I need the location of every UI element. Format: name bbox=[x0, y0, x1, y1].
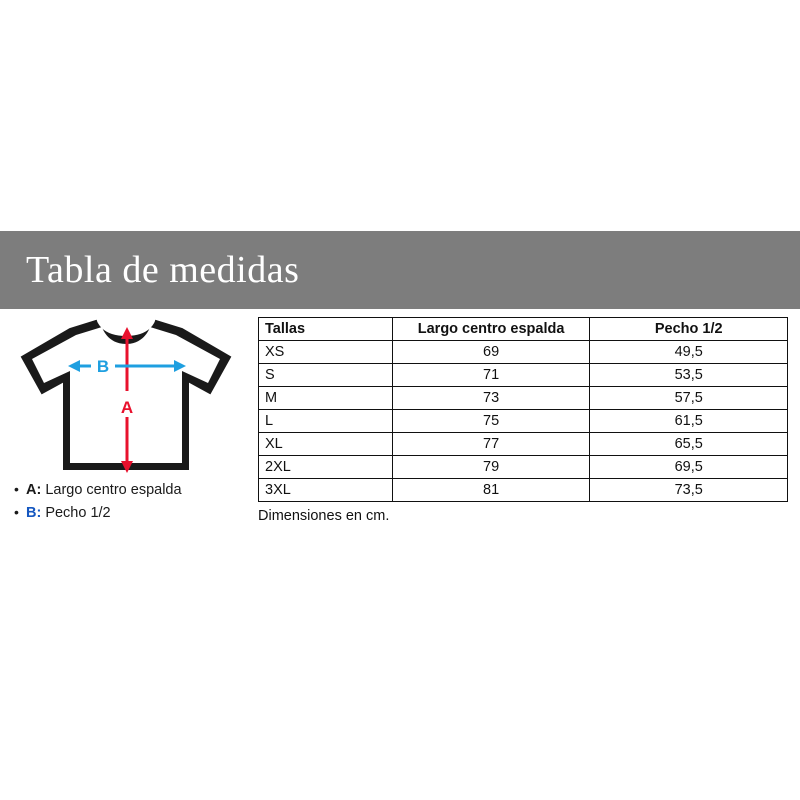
tshirt-icon bbox=[8, 313, 244, 481]
cell-chest: 69,5 bbox=[590, 456, 788, 479]
cell-length: 77 bbox=[392, 433, 590, 456]
table-row bbox=[259, 364, 788, 387]
cell-size: S bbox=[259, 364, 393, 387]
table-row bbox=[259, 479, 788, 502]
legend-item-a bbox=[14, 481, 252, 499]
cell-size: M bbox=[259, 387, 393, 410]
cell-chest: 73,5 bbox=[590, 479, 788, 502]
cell-chest: 61,5 bbox=[590, 410, 788, 433]
size-chart-card bbox=[0, 231, 800, 569]
cell-size: 3XL bbox=[259, 479, 393, 502]
cell-chest: 53,5 bbox=[590, 364, 788, 387]
cell-chest: 57,5 bbox=[590, 387, 788, 410]
cell-size: L bbox=[259, 410, 393, 433]
table-row bbox=[259, 410, 788, 433]
cell-length: 75 bbox=[392, 410, 590, 433]
cell-length: 71 bbox=[392, 364, 590, 387]
diagram-label-a: A bbox=[120, 398, 134, 417]
cell-size: 2XL bbox=[259, 456, 393, 479]
legend bbox=[14, 481, 252, 527]
table-row bbox=[259, 341, 788, 364]
table-header-row bbox=[259, 318, 788, 341]
measurements-table-column bbox=[258, 317, 788, 524]
bullet-icon: • bbox=[14, 481, 19, 497]
legend-text-b: Pecho 1/2 bbox=[45, 505, 111, 522]
legend-text-a: Largo centro espalda bbox=[45, 482, 182, 498]
column-header-sizes: Tallas bbox=[259, 318, 393, 341]
cell-length: 79 bbox=[392, 456, 590, 479]
legend-key-b: B: bbox=[26, 505, 42, 522]
header-bar bbox=[0, 231, 800, 309]
table-row bbox=[259, 456, 788, 479]
legend-key-a: A: bbox=[26, 482, 42, 498]
cell-length: 81 bbox=[392, 479, 590, 502]
cell-length: 69 bbox=[392, 341, 590, 364]
legend-item-b bbox=[14, 504, 252, 522]
cell-chest: 49,5 bbox=[590, 341, 788, 364]
tshirt-diagram bbox=[8, 313, 244, 481]
diagram-column bbox=[0, 309, 252, 569]
table-row bbox=[259, 433, 788, 456]
table-note: Dimensiones en cm. bbox=[258, 508, 390, 524]
measurements-table bbox=[258, 317, 788, 502]
card-body bbox=[0, 309, 800, 569]
bullet-icon: • bbox=[14, 504, 19, 521]
table-row bbox=[259, 387, 788, 410]
cell-size: XL bbox=[259, 433, 393, 456]
column-header-length: Largo centro espalda bbox=[392, 318, 590, 341]
cell-chest: 65,5 bbox=[590, 433, 788, 456]
cell-length: 73 bbox=[392, 387, 590, 410]
diagram-label-b: B bbox=[96, 357, 110, 376]
page-title: Tabla de medidas bbox=[26, 249, 300, 291]
cell-size: XS bbox=[259, 341, 393, 364]
column-header-chest: Pecho 1/2 bbox=[590, 318, 788, 341]
